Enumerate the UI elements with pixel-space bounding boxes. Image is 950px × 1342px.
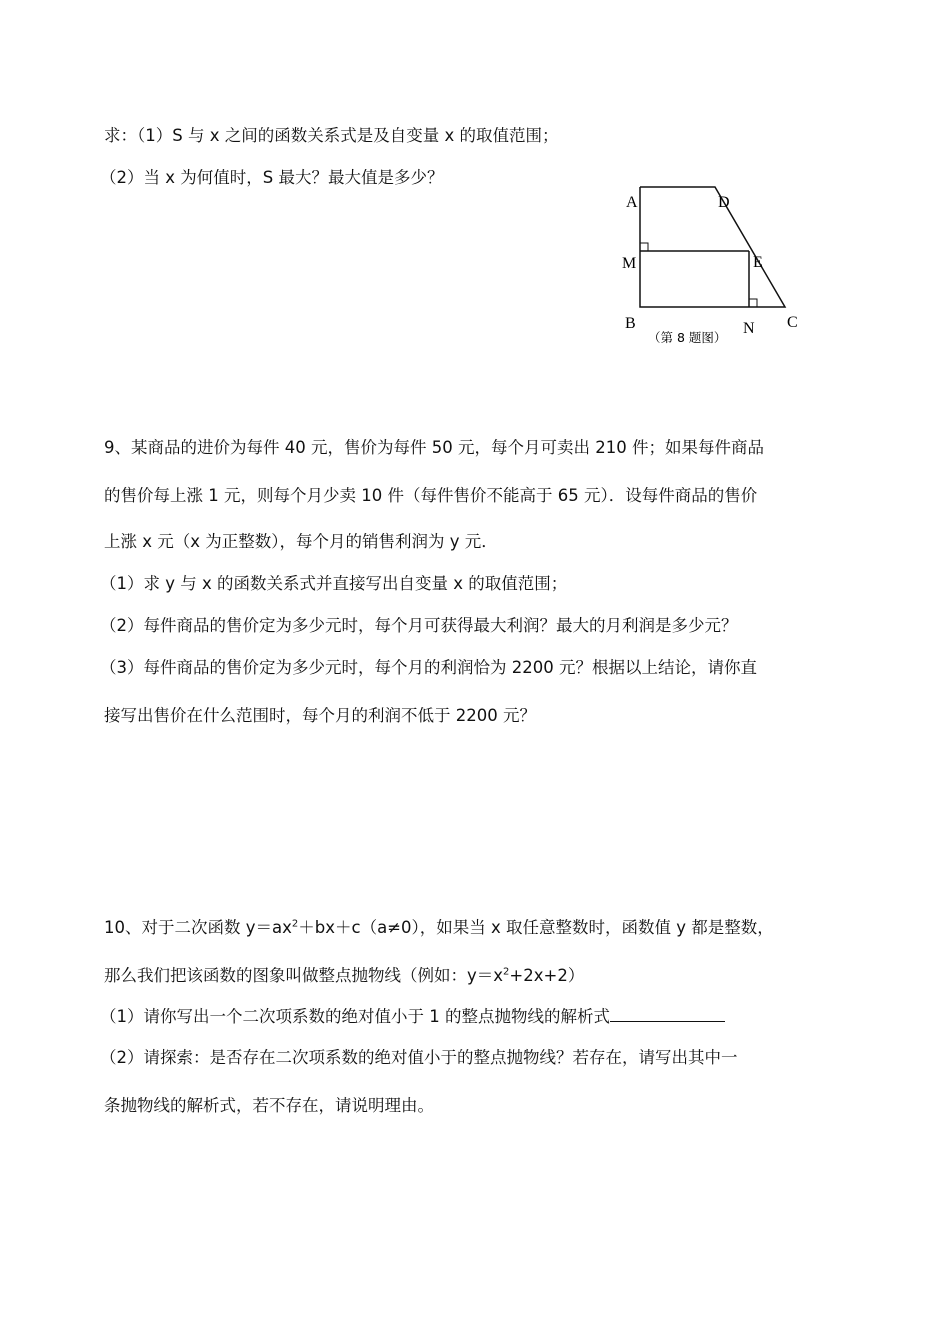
q10-part-1 (100, 1003, 725, 1027)
label-b: B (625, 315, 636, 332)
trapezoid-outline (640, 187, 785, 307)
q8-ask-2: （2）当 x 为何值时，S 最大？最大值是多少？ (100, 168, 444, 187)
label-a: A (626, 194, 638, 211)
q10-line-2-b: +2x+2） (509, 966, 585, 985)
q9-part-1: （1）求 y 与 x 的函数关系式并直接写出自变量 x 的取值范围； (100, 574, 568, 593)
q9-line-1: 9、某商品的进价为每件 40 元，售价为每件 50 元，每个月可卖出 210 件；如果每件商品 (104, 438, 764, 457)
q9-part-3a: （3）每件商品的售价定为多少元时，每个月的利润恰为 2200 元？根据以上结论，请你直 (100, 658, 757, 677)
q9-line-3: 上涨 x 元（x 为正整数），每个月的销售利润为 y 元． (104, 532, 498, 551)
right-angle-n (749, 299, 757, 307)
q8-figure (612, 176, 812, 351)
label-d: D (718, 194, 730, 211)
q10-line-2-a: 那么我们把该函数的图象叫做整点抛物线（例如：y＝x (104, 966, 504, 985)
q10-line-1 (104, 914, 774, 938)
figure-caption: （第 8 题图） (648, 330, 727, 345)
right-angle-m (640, 243, 648, 251)
label-n: N (743, 320, 755, 337)
q9-part-3b: 接写出售价在什么范围时，每个月的利润不低于 2200 元？ (104, 706, 536, 725)
q10-part-2b: 条抛物线的解析式，若不存在，请说明理由。 (104, 1096, 434, 1115)
q10-line-1-b: ＋bx＋c（a≠0），如果当 x 取任意整数时，函数值 y 都是整数， (298, 918, 774, 937)
q10-part-1-text: （1）请你写出一个二次项系数的绝对值小于 1 的整点抛物线的解析式 (100, 1007, 610, 1026)
answer-blank[interactable] (610, 1005, 725, 1022)
label-m: M (622, 255, 637, 272)
q10-line-2 (104, 962, 584, 986)
square-superscript: 2 (291, 918, 299, 930)
label-e: E (753, 254, 763, 271)
q10-line-1-a: 10、对于二次函数 y＝ax (104, 918, 292, 937)
q9-line-2: 的售价每上涨 1 元，则每个月少卖 10 件（每件售价不能高于 65 元）．设每件商品的售价 (104, 486, 758, 505)
q10-part-2a: （2）请探索：是否存在二次项系数的绝对值小于的整点抛物线？若存在，请写出其中一 (100, 1048, 738, 1067)
square-superscript-2: 2 (503, 966, 510, 978)
label-c: C (787, 314, 798, 331)
q9-part-2: （2）每件商品的售价定为多少元时，每个月可获得最大利润？最大的月利润是多少元？ (100, 616, 738, 635)
q8-ask-1: 求：（1）S 与 x 之间的函数关系式是及自变量 x 的取值范围； (104, 126, 559, 145)
